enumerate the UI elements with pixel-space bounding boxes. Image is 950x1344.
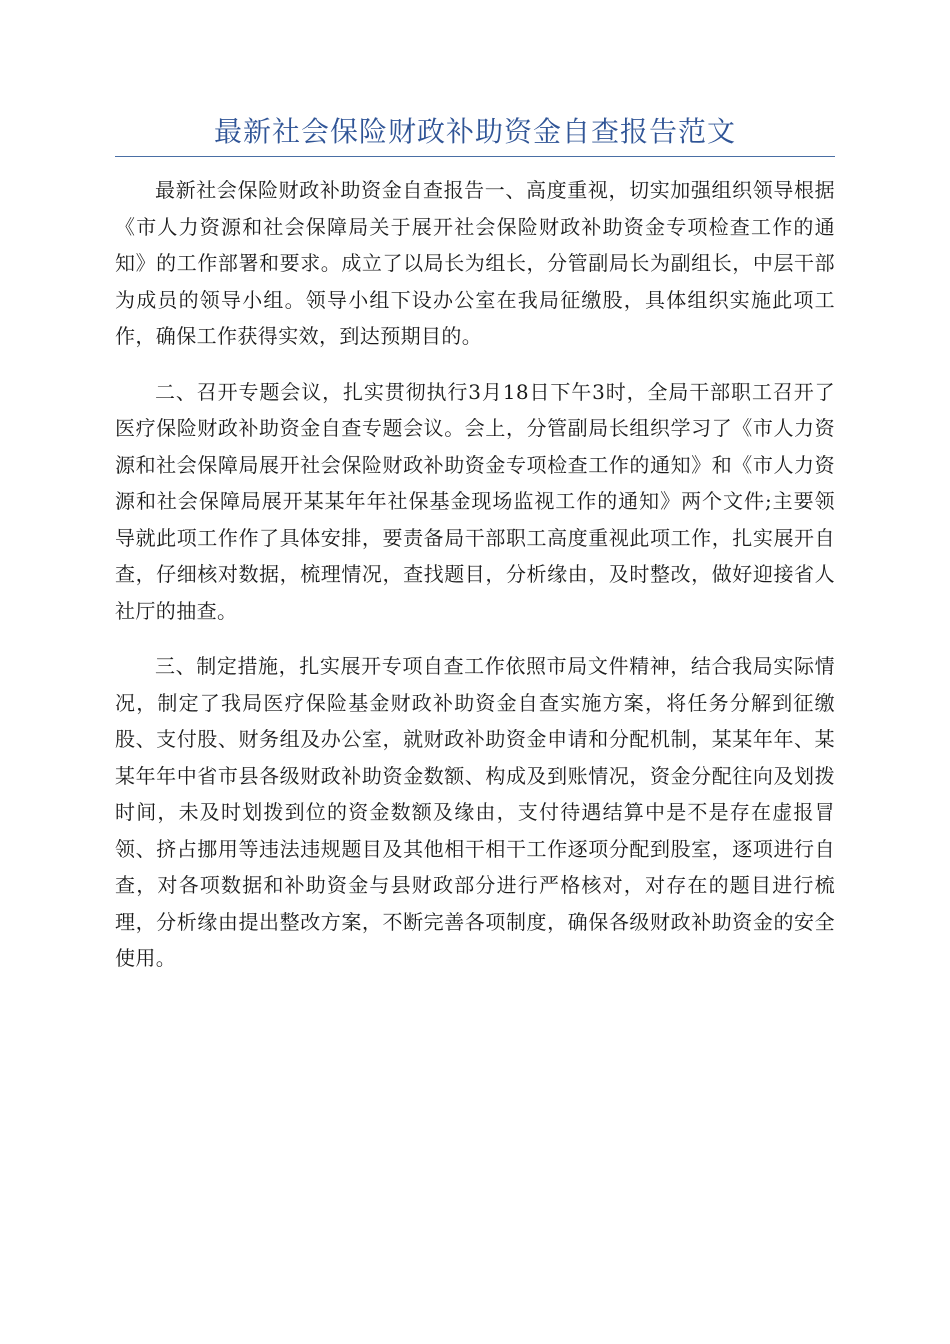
paragraph-2: 二、召开专题会议，扎实贯彻执行3月18日下午3时，全局干部职工召开了医疗保险财政补助资金自查专题会议。会上，分管副局长组织学习了《市人力资源和社会保障局展开社会保险财政补助资金专项检查工作的通知》和《市人力资源和社会保障局展开某某年年社保基金现场监视工作的通知》两个文件;主要领导就此项工作作了具体安排，要责备局干部职工高度重视此项工作，扎实展开自查，仔细核对数据，梳理情况，查找题目，分析缘由，及时整改，做好迎接省人社厅的抽查。 xyxy=(115,379,835,623)
paragraph-3: 三、制定措施，扎实展开专项自查工作依照市局文件精神，结合我局实际情况，制定了我局医疗保险基金财政补助资金自查实施方案，将任务分解到征缴股、支付股、财务组及办公室，就财政补助资金申请和分配机制，某某年年、某某年年中省市县各级财政补助资金数额、构成及到账情况，资金分配往向及划拨时间，未及时划拨到位的资金数额及缘由，支付待遇结算中是不是存在虚报冒领、挤占挪用等违法违规题目及其他相干相干工作逐项分配到股室，逐项进行自查，对各项数据和补助资金与县财政部分进行严格核对，对存在的题目进行梳理，分析缘由提出整改方案，不断完善各项制度，确保各级财政补助资金的安全使用。 xyxy=(115,654,835,970)
document-body xyxy=(115,172,835,996)
title-block xyxy=(115,112,835,157)
document-title: 最新社会保险财政补助资金自查报告范文 xyxy=(213,115,736,148)
paragraph-1: 最新社会保险财政补助资金自查报告一、高度重视，切实加强组织领导根据《市人力资源和社会保障局关于展开社会保险财政补助资金专项检查工作的通知》的工作部署和要求。成立了以局长为组长，分管副局长为副组长，中层干部为成员的领导小组。领导小组下设办公室在我局征缴股，具体组织实施此项工作，确保工作获得实效，到达预期目的。 xyxy=(115,178,835,348)
